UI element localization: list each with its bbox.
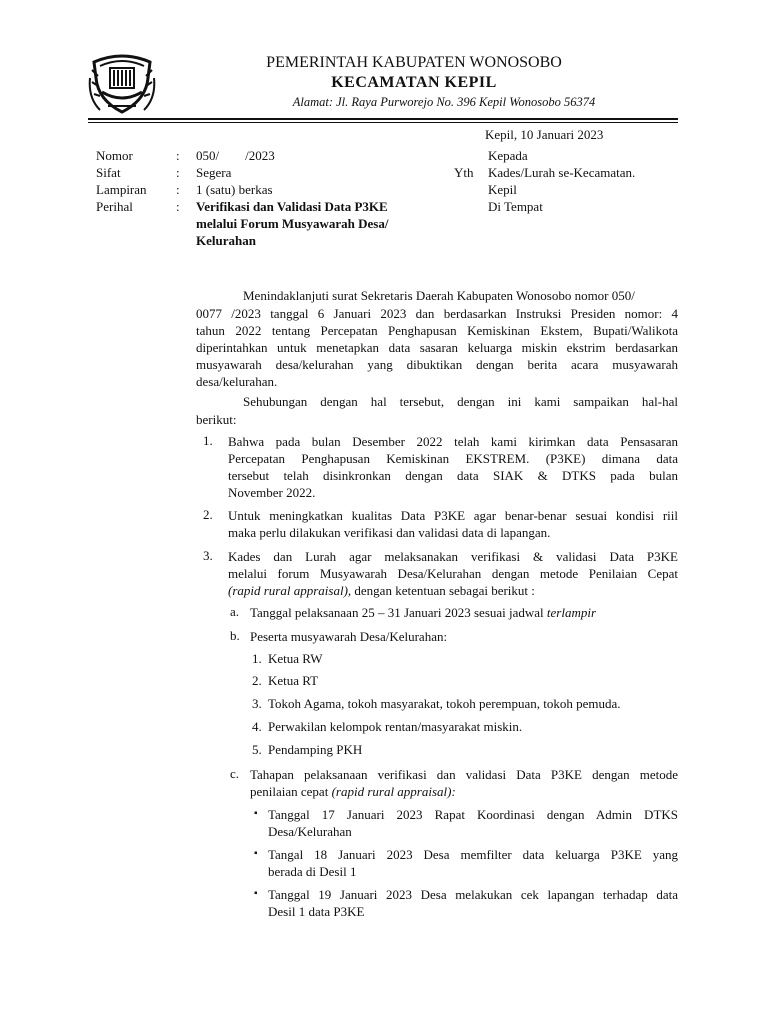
meta-label-nomor: Nomor xyxy=(96,148,133,163)
list-line: Bahwa pada bulan Desember 2022 telah kami kirimkan data Pensasaran xyxy=(228,434,678,449)
list-line: Percepatan Penghapusan Kemiskinan EKSTREM. (P3KE) dimana data xyxy=(228,451,678,466)
sub-text xyxy=(250,783,678,800)
recipient-line: Kades/Lurah se-Kecamatan. xyxy=(488,165,636,180)
participant-number: 3. xyxy=(252,696,262,711)
letterhead-rule-thick xyxy=(88,118,678,120)
participant-item: Ketua RW xyxy=(268,651,323,666)
participant-number: 4. xyxy=(252,719,262,734)
list-number: 2. xyxy=(203,507,213,522)
sub-text: Peserta musyawarah Desa/Kelurahan: xyxy=(250,629,448,644)
letter-date: Kepil, 10 Januari 2023 xyxy=(485,127,604,142)
letterhead-rule-thin xyxy=(88,122,678,123)
body-line: berikut: xyxy=(196,412,237,427)
recipient-line: Di Tempat xyxy=(488,199,543,214)
meta-value-lampiran: 1 (satu) berkas xyxy=(196,182,273,197)
participant-item: Tokoh Agama, tokoh masyarakat, tokoh perempuan, tokoh pemuda. xyxy=(268,696,621,711)
sub-text xyxy=(250,604,678,621)
letterhead-address: Alamat: Jl. Raya Purworejo No. 396 Kepil Wonosobo 56374 xyxy=(292,95,596,109)
participant-number: 5. xyxy=(252,742,262,757)
square-bullet-icon: ▪ xyxy=(254,888,258,899)
italic-term: (rapid rural appraisal), xyxy=(228,583,352,598)
meta-label-sifat: Sifat xyxy=(96,165,121,180)
list-line: Kades dan Lurah agar melaksanakan verifikasi & validasi Data P3KE xyxy=(228,549,678,564)
meta-colon: : xyxy=(176,199,180,214)
body-line: diperintahkan untuk menetapkan data sasaran keluarga miskin ekstrim berdasarkan xyxy=(196,340,678,355)
body-line: 0077 /2023 tanggal 6 Januari 2023 dan berdasarkan Instruksi Presiden nomor: 4 xyxy=(196,306,678,321)
list-line-rest: dengan ketentuan sebagai berikut : xyxy=(351,583,535,598)
participant-number: 2. xyxy=(252,673,262,688)
perihal-line: Kelurahan xyxy=(196,233,256,248)
body-line: Menindaklanjuti surat Sekretaris Daerah Kabupaten Wonosobo nomor 050/ xyxy=(243,288,635,303)
meta-colon: : xyxy=(176,182,180,197)
participant-item: Ketua RT xyxy=(268,673,319,688)
italic-term: terlampir xyxy=(546,605,597,620)
recipient-yth: Yth xyxy=(454,165,474,180)
meta-colon: : xyxy=(176,165,180,180)
list-line: melalui forum Musyawarah Desa/Kelurahan dengan metode Penilaian Cepat xyxy=(228,566,678,581)
list-number: 1. xyxy=(203,433,213,448)
list-line: November 2022. xyxy=(228,485,316,500)
stage-line: Desa/Kelurahan xyxy=(268,824,352,839)
recipient-kepada: Kepada xyxy=(488,148,528,163)
sub-label: c. xyxy=(230,766,240,781)
italic-term: (rapid rural appraisal): xyxy=(331,784,456,799)
participant-number: 1. xyxy=(252,651,262,666)
meta-value-perihal: Verifikasi dan Validasi Data P3KE xyxy=(196,199,388,214)
meta-value-sifat: Segera xyxy=(196,165,232,180)
stage-line: berada di Desil 1 xyxy=(268,864,357,879)
list-line: maka perlu dilakukan verifikasi dan validasi data di lapangan. xyxy=(228,525,551,540)
sub-c-text: penilaian cepat xyxy=(250,784,332,799)
list-line: tersebut telah disinkronkan dengan data SIAK & DTKS pada bulan xyxy=(228,468,678,483)
body-line: desa/kelurahan. xyxy=(196,374,278,389)
sub-label: b. xyxy=(230,628,240,643)
list-line xyxy=(228,582,678,599)
meta-value-nomor: 050/ /2023 xyxy=(196,148,275,163)
stage-line: Desil 1 data P3KE xyxy=(268,904,365,919)
letterhead-government: PEMERINTAH KABUPATEN WONOSOBO xyxy=(266,54,562,71)
participant-item: Perwakilan kelompok rentan/masyarakat miskin. xyxy=(268,719,523,734)
letterhead-district: KECAMATAN KEPIL xyxy=(331,74,497,91)
square-bullet-icon: ▪ xyxy=(254,808,258,819)
participant-item: Pendamping PKH xyxy=(268,742,363,757)
stage-line: Tanggal 19 Januari 2023 Desa melakukan cek lapangan terhadap data xyxy=(268,887,678,902)
list-number: 3. xyxy=(203,548,213,563)
stage-line: Tangal 18 Januari 2023 Desa memfilter data keluarga P3KE yang xyxy=(268,847,678,862)
list-line: Untuk meningkatkan kualitas Data P3KE agar benar-benar sesuai kondisi riil xyxy=(228,508,678,523)
body-line: tahun 2022 tentang Percepatan Penghapusan Kemiskinan Ekstem, Bupati/Walikota xyxy=(196,323,678,338)
meta-colon: : xyxy=(176,148,180,163)
perihal-line: melalui Forum Musyawarah Desa/ xyxy=(196,216,389,231)
sub-text: Tahapan pelaksanaan verifikasi dan validasi Data P3KE dengan metode xyxy=(250,767,678,782)
body-line: Sehubungan dengan hal tersebut, dengan ini kami sampaikan hal-hal xyxy=(243,394,678,409)
recipient-line: Kepil xyxy=(488,182,517,197)
stage-line: Tanggal 17 Januari 2023 Rapat Koordinasi dengan Admin DTKS xyxy=(268,807,678,822)
meta-label-perihal: Perihal xyxy=(96,199,133,214)
sub-a-text: Tanggal pelaksanaan 25 – 31 Januari 2023 sesuai jadwal xyxy=(250,605,547,620)
square-bullet-icon: ▪ xyxy=(254,848,258,859)
body-line: musyawarah desa/kelurahan yang dibuktikan dengan berita acara musyawarah xyxy=(196,357,678,372)
sub-label: a. xyxy=(230,604,240,619)
meta-label-lampiran: Lampiran xyxy=(96,182,147,197)
